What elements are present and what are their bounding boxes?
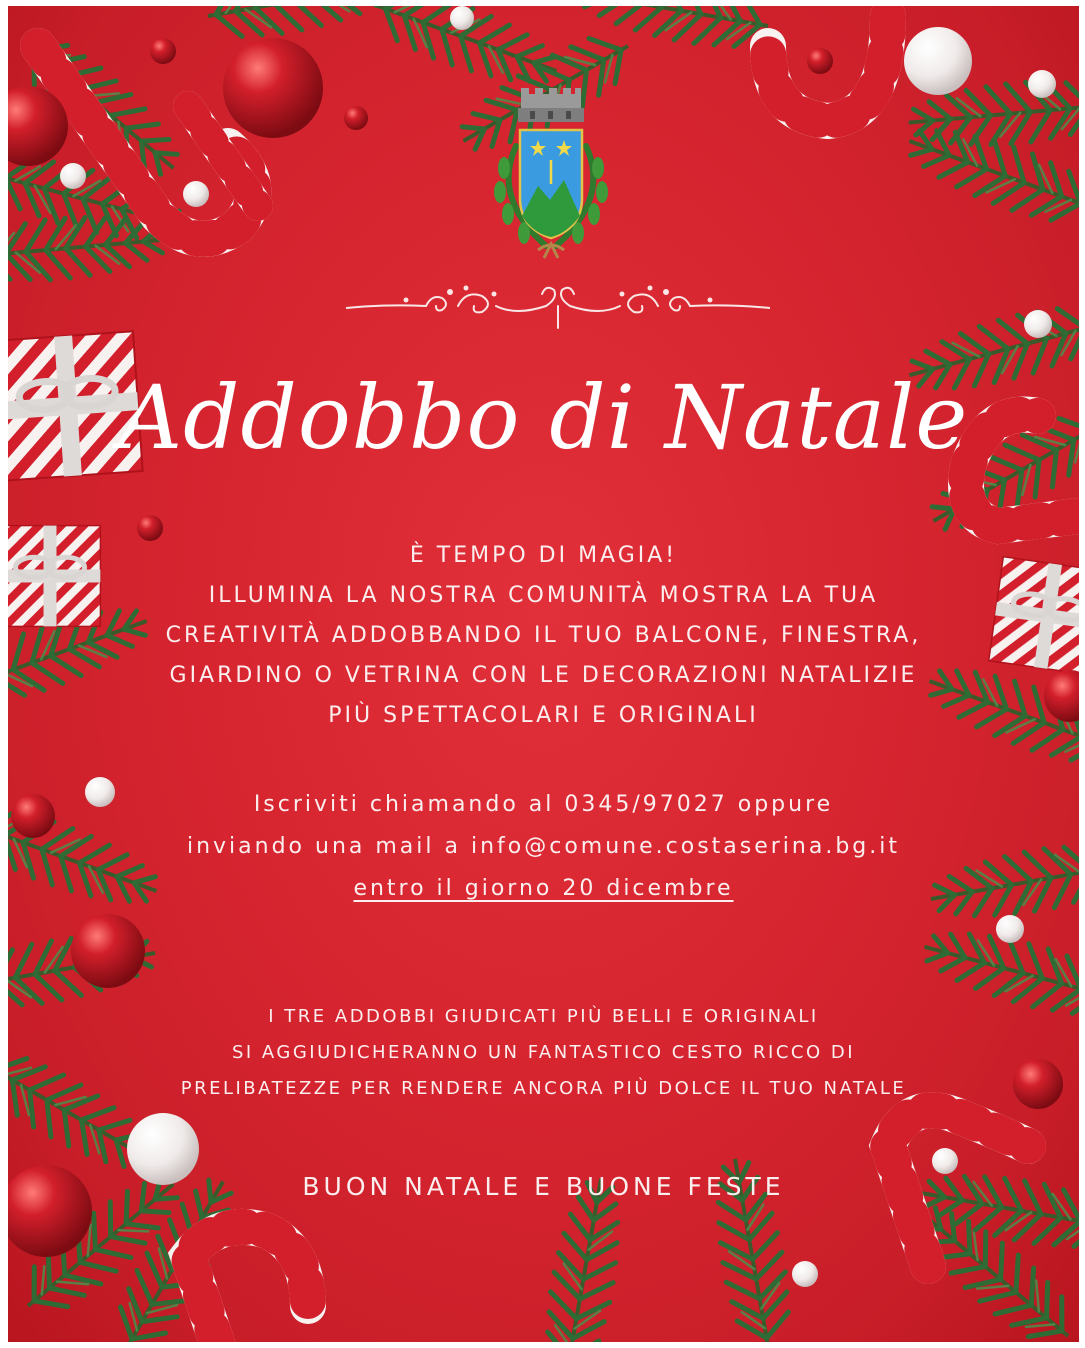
intro-line: PIÙ SPETTACOLARI E ORIGINALI [328,703,759,728]
closing-greeting: BUON NATALE E BUONE FESTE [302,1172,785,1201]
intro-text [8,536,1079,736]
deadline-text: entro il giorno 20 dicembre [353,876,734,901]
ornamental-flourish-divider [346,276,770,332]
municipal-coat-of-arms-icon [486,88,616,264]
intro-line: ILLUMINA LA NOSTRA COMUNITÀ MOSTRA LA TUA [208,583,879,608]
prize-line: SI AGGIUDICHERANNO UN FANTASTICO CESTO RICCO DI [231,1042,856,1063]
intro-line: GIARDINO O VETRINA CON LE DECORAZIONI NATALIZIE [169,663,918,688]
christmas-poster [8,6,1079,1342]
poster-title: Addobbo di Natale [118,366,969,469]
contact-line: inviando una mail a info@comune.costaserina.bg.it [186,834,901,859]
intro-line: È TEMPO DI MAGIA! [409,543,678,568]
prize-text [8,999,1079,1107]
prize-line: PRELIBATEZZE PER RENDERE ANCORA PIÙ DOLCE IL TUO NATALE [180,1078,907,1099]
contact-text [8,784,1079,910]
contact-line: Iscriviti chiamando al 0345/97027 oppure [253,792,834,817]
prize-line: I TRE ADDOBBI GIUDICATI PIÙ BELLI E ORIGINALI [268,1006,819,1027]
intro-line: CREATIVITÀ ADDOBBANDO IL TUO BALCONE, FINESTRA, [165,623,922,648]
